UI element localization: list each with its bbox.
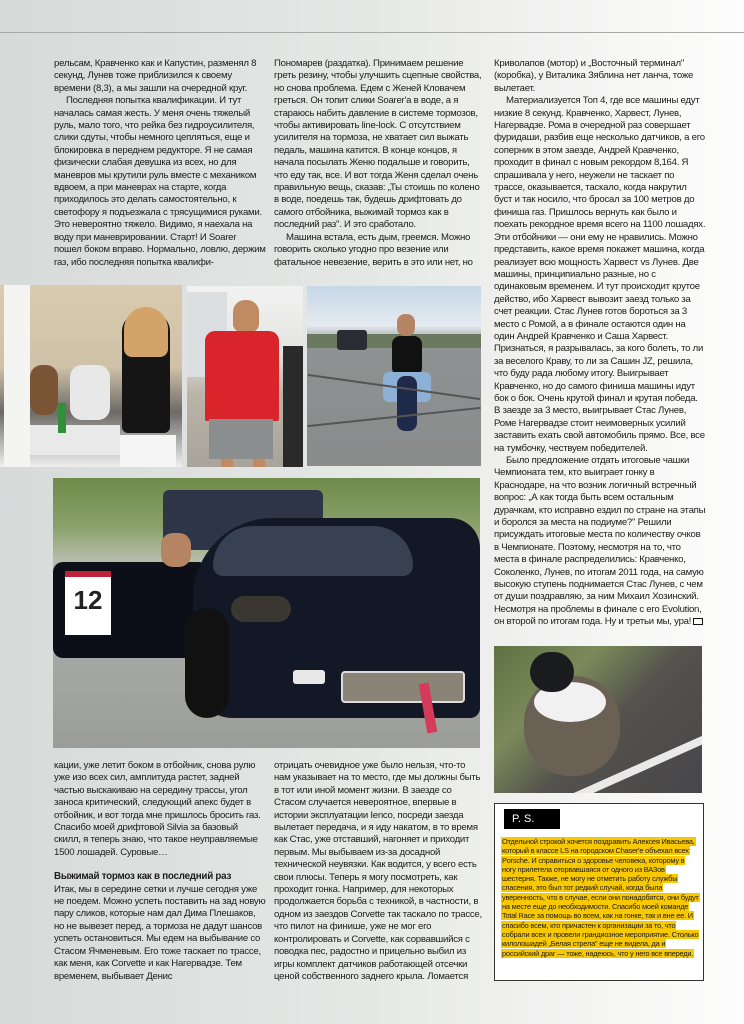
article-column-1-top [54,58,266,269]
photo-black-corvette [53,478,480,748]
subheading: Выжимай тормоз как в последний раз [54,871,232,883]
ps-text [501,837,699,958]
ps-sidebar [494,803,704,981]
paragraph: Последняя попытка квалификации. И тут началась самая жесть. У меня очень тяжелый руль, мало того, что рейка без гидроусилителя, слики сдуты, чтобы немного цепляться, еще и блокировка в переднем редукторе. Я не самая физически слабая девушка из всех, но для маневров мы крутили руль вместе с механиком вдвоем, а при маневрах на старте, когда приходилось это делать самостоятельно, к светофору я подъезжала с трясущимися руками. Это невероятно тяжело. Видимо, я наехала на воду при маневрировании. Старт! И Soarer пошел боком вправо. Нормально, ловлю, держим газ, ибо последняя попытка квалифи- [54,95,266,268]
paragraph-text: Было предложение отдать итоговые чашки Чемпионата тем, кто выиграет гонку в Краснодаре, на что возник логичный встречный вопрос: „А как тогда быть всем остальным дурачкам, кто исправно ездил по стране на этапы и боролся за места на подиуме?" Решили присуждать итоговые места по количеству очков в Чемпионате. Поэтому, несмотря на то, что места в финале распределились: Кравченко, Соколенко, Лунев, по итогам 2011 года, на самую высокую ступень поднимается Стас Лунев, с чем от души поздравляю, за ним Михаил Хозинский. Несмотря на проблемы в финале с его Evolution, он второй по итогам года. Ну и третьи мы, ура! [494,455,706,628]
photo-team-at-table [0,285,182,467]
paragraph: Пономарев (раздатка). Принимаем решение греть резину, чтобы улучшить сцепные свойства, но снова проблема. Едем с Женей Кловачем греться. Он топит слики Soarer'а в воде, а я стараюсь набить давление в системе тормозов, чтобы активировать line-lock. С отсутствием усилителя на тормоза, не хватает сил выжать педаль, машина катится. В конце концов, я начала посылать Женю подальше и говорить, что еду так, все. И вот тогда Женя сделал очень правильную вещь, сказав: „Ты стоишь по колено в воде, поедешь так, будешь дрифтовать до самого отбойника, выжимай тормоз как в последний раз". И это сработало. [274,58,482,231]
paragraph: Материализуется Топ 4, где все машины едут низкие 8 секунд. Кравченко, Харвест, Лунев, Нагервадзе. Рома в очередной раз совершает фуридаши, разбив еще несколько датчиков, а его соперник в этом заезде, Андрей Кравченко, проходит в финал с новым рекордом 8,164. Я спрашивала у него, неужели не таскает по трассе, оказывается, таскало, когда накрутил буст и так носило, что бросал за 100 метров до финиша газ. Пришлось вернуть как было и поехать рекордное время всего на 1100 лошадях. Эти отбойники — они ему не нравились. Можно представить, какое время покажет машина, когда реализует всю мощность Харвест vs Лунев. Две машины, принципиально разные, но с одинаковым временем. И тут происходит крутое действо, ибо Харвест вывозит заезд только за счет реакции. Стас Лунев готов бороться за 3 место с Ромой, а в финале остаются один на один Андрей Кравченко и Саша Харвест. Признаться, я разрывалась, за кого болеть, то ли за веселого Краву, то ли за Сашин JZ, решила, что буду рада любому итогу. Выигрывает Кравченко, но до самого финиша машины идут бок о бок. Очень крутой финал и крутая победа. В заезде за 3 место, выигрывает Стас Лунев, Роме Нагервадзе стоит неимоверных усилий заставить ехать свой автомобиль прямо. Все, все на тумбочку, чествуем победителей. [494,95,706,454]
paragraph: рельсам, Кравченко как и Капустин, разменял 8 секунд, Лунев тоже приблизился к своему времени (8,3), а мы зашли на очередной круг. [54,58,257,94]
race-number-plate: 12 [65,571,111,635]
end-of-article-icon [693,618,703,625]
paragraph: отрицать очевидное уже было нельзя, что-то нам указывает на то место, где мы должны быть в тот или иной момент жизни. В заезде со Стасом случается невероятное, впервые в истории эксплуатации Ienco, посреди заезда вылетает передача, и я иду накатом, в то время как Стас, уже отставший, нагоняет и приходит первым. Мы выбываем из-за досадной технической неувязки. Как водится, у всего есть свои плюсы. Теперь я могу посмотреть, как проходит гонка. Например, для некоторых продолжается борьба с техникой, в частности, в одном из заездов Corvette так таскало по трассе, что пилот на финише, уже не мог его контролировать и Corvette, как сорвавшийся с поводка пес, радостно и прицельно выбил из игры комплект датчиков работающей отсечки ценой собственного заднего крыла. Ломается [274,760,482,982]
article-column-2-top [274,58,484,269]
article-column-1-bottom [54,760,266,983]
paragraph: Криволапов (мотор) и „Восточный терминал" (коробка), у Виталика Зяблина нет ланча, тоже вылетает. [494,58,694,94]
paragraph: Машина встала, есть дым, греемся. Можно говорить сколько угодно про везение или фатальное невезение, верить в это или нет, но [274,231,473,268]
photo-helmet-on-wheel [494,646,702,793]
article-column-2-bottom [274,760,484,983]
header-rule [0,32,744,33]
spacer [54,859,266,871]
paragraph: кации, уже летит боком в отбойник, снова рулю уже изо всех сил, амплитуда растет, задней частью выскакиваю на середину трассы, угол заноса критический, следующий апекс будет в отбойник, и вот тогда мне пришлось бросить газ. Спасибо моей дрифтовой Silvia за базовый скилл, я теперь знаю, что такое неуправляемые 1500 лошадей. Суровые… [54,760,261,858]
ps-highlighted-text: Отдельной строкой хочется поздравить Алексея Ивасьева, который в классе LS на городском Chaser'е объехал всех Porsche. И справиться о здоровье человека, которому в ногу прилетела оторвавшаяся от одного из ВАЗов шестерня. Также, не могу не отметить работу службы спасения, это был тот редкий случай, когда была уверенность, что в случае, если они понадобятся, они будут на месте еще до необходимости. Спасибо моей команде Total Race за помощь во всем, как на гонке, так и вне ее. И спасибо всем, кто причастен к организации за то, что собрали всех и провели грандиозное мероприятие. Столько килолошадей „Белая стрела" еще не видела, да и российский драг — тоже, надеюсь, что у него все впереди. [502,837,699,958]
ps-title: P. S. [504,809,560,829]
photo-man-red-shirt [187,286,303,467]
article-column-3 [494,58,706,629]
paragraph: Итак, мы в середине сетки и лучше сегодня уже не поедем. Можно успеть поставить на зад новую пару сликов, которые нам дал Дима Плешаков, но не вывезет перед, а тормоза не дадут шансов успеть остановиться. Мы едем на выбывание со Стасом Ячменевым. Его тоже таскает по трассе, как меня, как Corvette и как Нагервадзе. Тем временем, выбывает Денис [54,883,266,982]
paragraph [494,455,706,629]
photo-man-on-scooter [307,286,481,466]
